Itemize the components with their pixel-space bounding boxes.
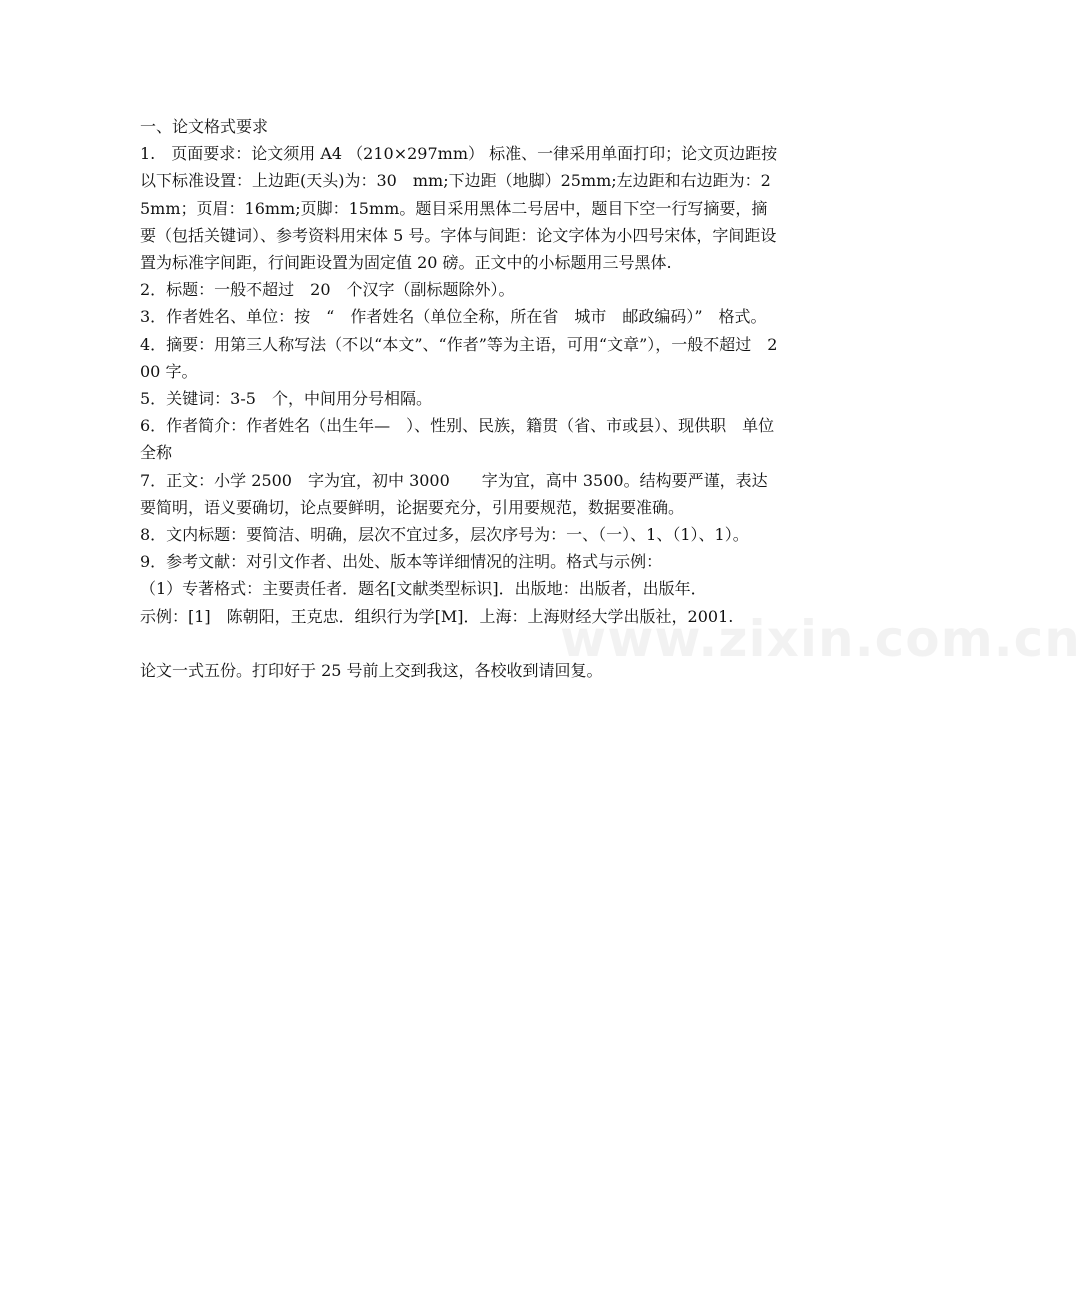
blank-line — [140, 630, 780, 657]
item-keywords: 5．关键词：3-5 个，中间用分号相隔。 — [140, 389, 432, 409]
item-author-unit: 3．作者姓名、单位：按 “ 作者姓名（单位全称，所在省 城市 邮政编码）” 格式。 — [140, 307, 767, 327]
closing-note: 论文一式五份。打印好于 25 号前上交到我这，各校收到请回复。 — [140, 660, 603, 680]
item-monograph-format: （1）专著格式：主要责任者．题名[文献类型标识]．出版地：出版者，出版年． — [140, 579, 707, 599]
item-author-bio: 6．作者简介：作者姓名（出生年— ）、性别、民族，籍贯（省、市或县）、现供职 单位全称 — [140, 416, 775, 463]
item-example: 示例：[1] 陈朝阳，王克忠．组织行为学[M]．上海：上海财经大学出版社，2001. — [140, 606, 734, 626]
watermark-text: www.zixin.com.cn — [560, 610, 1081, 668]
item-headings: 8．文内标题：要简洁、明确，层次不宜过多，层次序号为：一、（一）、1、（1）、1）。 — [140, 525, 749, 545]
item-main-text: 7．正文：小学 2500 字为宜，初中 3000 字为宜，高中 3500。结构要严谨，表达要简明，语义要确切，论点要鲜明，论据要充分，引用要规范，数据要准确。 — [140, 470, 768, 517]
section-title: 一、论文格式要求 — [140, 117, 269, 136]
document-body — [140, 113, 780, 684]
item-references: 9．参考文献：对引文作者、出处、版本等详细情况的注明。格式与示例： — [140, 552, 663, 572]
item-title: 2．标题：一般不超过 20 个汉字（副标题除外）。 — [140, 280, 515, 300]
item-abstract: 4．摘要：用第三人称写法（不以“本文”、“作者”等为主语，可用“文章”），一般不超过 200 字。 — [140, 334, 778, 381]
item-page-requirements: 1. 页面要求：论文须用 A4 （210×297mm） 标准、一律采用单面打印；论文页边距按以下标准设置：上边距(天头)为：30 mm;下边距（地脚）25mm;左边距和右边距为：25mm；页眉：16mm;页脚：15mm。题目采用黑体二号居中，题目下空一行写摘要，摘要（包括关键词）、参考资料用宋体 5 号。字体与间距：论文字体为小四号宋体，字间距设置为标准字间距，行间距设置为固定值 20 磅。正文中的小标题用三号黑体. — [140, 144, 778, 273]
